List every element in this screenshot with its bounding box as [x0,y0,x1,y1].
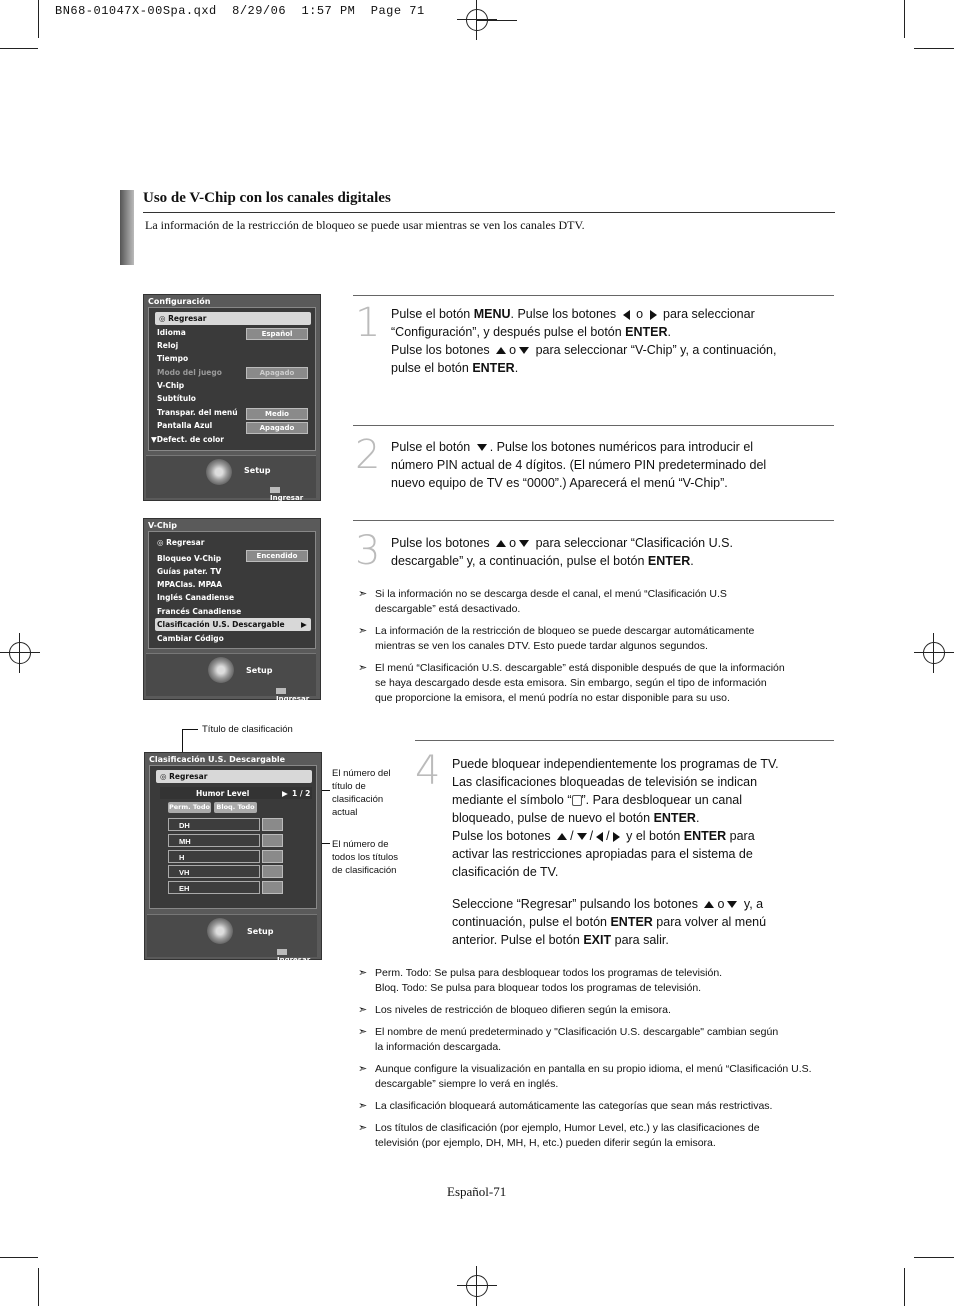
menu-item-modo-juego: Modo del juego [157,368,222,377]
menu-panel [148,531,316,649]
left-arrow-icon [596,832,603,842]
text: para seleccionar “Clasificación U.S. [535,536,733,550]
menu-item-pantalla-azul[interactable]: Pantalla Azul [157,421,213,430]
callout-titulo: Título de clasificación [202,724,293,735]
rating-lock-mh[interactable] [262,834,283,847]
text: . Pulse los botones [510,307,617,321]
step-line: descargable” y, a continuación, pulse el botón ENTER. [391,554,694,568]
note-arrow-icon: ➣ [358,625,368,637]
menu-item-label: Regresar [166,538,205,547]
step-line [452,913,832,931]
up-arrow-icon [704,901,714,908]
note-line: se haya descargado desde esta emisora. Sin embargo, según el tipo de información [375,677,767,689]
note-text [375,1062,833,1092]
rating-page: 1 / 2 [292,789,311,798]
down-arrow-icon [477,444,487,451]
step-line: bloqueado, pulse de nuevo el botón ENTER. [452,811,700,825]
text: bloqueado, pulse de nuevo el botón [452,811,654,825]
enter-hint: Ingresar [277,948,317,964]
section-bar [120,190,134,265]
enter-key: ENTER [625,325,668,339]
note-text [375,587,833,617]
menu-item-defect-color[interactable]: ▼Defect. de color [151,435,225,444]
note-arrow-icon: ➣ [358,967,368,979]
up-arrow-icon [557,833,567,840]
enter-key: ENTER [653,811,696,825]
text: “Configuración”, y después pulse el botón [391,325,626,339]
rating-row-vh[interactable]: VH [168,865,260,878]
up-arrow-icon [496,347,506,354]
down-arrow-icon [727,901,737,908]
callout-numero-todos [332,838,398,877]
registration-mark [457,1266,497,1306]
note-line: La información de la restricción de bloqueo se puede descargar automáticamente [375,625,755,637]
value-modo-juego: Apagado [246,367,308,379]
down-arrow-icon [519,540,529,547]
text: y el botón [626,829,684,843]
menu-footer [147,914,317,964]
note-line: La clasificación bloqueará automáticamente las categorías que sean más restrictivas. [375,1100,773,1112]
note-arrow-icon: ➣ [358,1100,368,1112]
menu-title: V-Chip [148,521,177,530]
note-arrow-icon: ➣ [358,1122,368,1134]
rating-row-mh[interactable]: MH [168,834,260,847]
rating-row-dh[interactable]: DH [168,818,260,831]
down-arrow-icon [577,833,587,840]
note-line: Los títulos de clasificación (por ejemplo, Humor Level, etc.) y las clasificaciones de [375,1122,760,1134]
text: para salir. [611,933,669,947]
note-item [358,624,833,654]
text: Pulse los botones [391,343,490,357]
value-transparencia: Medio [246,408,308,420]
step-rule [353,295,834,296]
note-line: El menú “Clasificación U.S. descargable” está disponible después de que la información [375,662,785,674]
note-arrow-icon: ➣ [358,1063,368,1075]
step-2-text [391,438,831,492]
enter-hint: Ingresar [270,486,316,502]
step-number: 3 [355,528,381,574]
back-icon: ◎ [160,772,170,781]
step-number: 2 [355,432,381,478]
menu-item-subtitulo[interactable]: Subtítulo [157,394,196,403]
menu-key: MENU [473,307,511,321]
back-icon: ◎ [159,314,169,323]
text: Seleccione “Regresar” pulsando los botones [452,897,698,911]
text: Pulse los botones [452,829,551,843]
page-number: Español-71 [447,1184,507,1199]
crop-mark [477,20,517,21]
note-item [358,1003,833,1018]
text: descargable” y, a continuación, pulse el botón [391,554,648,568]
right-arrow-icon [613,832,620,842]
text: pulse el botón [391,361,473,375]
text: o [636,307,644,321]
right-arrow-icon [650,310,657,320]
enter-key: ENTER [683,829,727,843]
note-item [358,1025,833,1055]
section-description: La información de la restricción de bloqueo se puede usar mientras se ven los canales DTV. [145,218,585,232]
note-text [375,1025,833,1055]
print-header: BN68-01047X-00Spa.qxd 8/29/06 1:57 PM Page 71 [55,4,425,18]
step-line: nuevo equipo de TV es “0000”.) Aparecerá el menú “V-Chip”. [391,476,728,490]
step-4-text [452,755,832,949]
callout-line-text: clasificación [332,794,384,805]
note-text [375,1003,833,1018]
crop-mark [38,0,39,38]
callout-numero-actual [332,767,391,819]
text: Pulse los botones [391,536,490,550]
step-line: Puede bloquear independientemente los programas de TV. [452,757,779,771]
menu-title: Configuración [148,297,211,306]
menu-item-cambiar-codigo[interactable]: Cambiar Código [157,634,224,643]
text: para [726,829,755,843]
callout-line-text: todos los títulos [332,852,399,863]
perm-todo-button[interactable]: Perm. Todo [168,803,211,811]
crop-mark [904,0,905,38]
step-line: “Configuración”, y después pulse el botón ENTER. [391,325,672,339]
setup-label: Setup [244,466,271,475]
step-line [452,791,832,809]
rating-lock-h[interactable] [262,850,283,863]
registration-mark [0,633,40,673]
note-arrow-icon: ➣ [358,588,368,600]
note-text [375,661,833,706]
step-line: pulse el botón ENTER. [391,361,519,375]
menu-configuracion [143,294,321,501]
menu-item-frances-canadiense[interactable]: Francés Canadiense [157,607,242,616]
menu-title: Clasificación U.S. Descargable [149,755,286,764]
callout-line-text: título de [332,781,366,792]
text: Pulse el botón [391,307,474,321]
menu-panel [148,307,316,451]
menu-item-label: Regresar [168,314,207,323]
step-line [391,341,831,359]
menu-item-regresar[interactable] [157,538,204,547]
text: o [717,897,725,911]
note-line: Si la información no se descarga desde el canal, el menú “Clasificación U.S [375,588,727,600]
note-item [358,1121,833,1151]
text: . Pulse los botones numéricos para introducir el [489,440,754,454]
crop-mark [914,48,954,49]
rating-lock-vh[interactable] [262,865,283,878]
note-text [375,966,833,996]
text: para volver al menú [652,915,767,929]
up-arrow-icon [496,540,506,547]
menu-item-clasificacion-descargable[interactable]: Clasificación U.S. Descargable [157,620,285,629]
menu-item-guias-tv[interactable]: Guías pater. TV [157,567,222,576]
down-arrow-icon [519,347,529,354]
step-number: 4 [415,748,441,794]
enter-hint: Ingresar [276,687,316,703]
note-line: El nombre de menú predeterminado y "Clasificación U.S. descargable" cambian según [375,1026,779,1038]
bloq-todo-button[interactable]: Bloq. Todo [214,802,257,813]
note-text [375,1099,833,1114]
note-item [358,1062,833,1092]
value-pantalla-azul: Apagado [246,422,308,434]
note-line: Bloq. Todo: Se pulsa para bloquear todos los programas de televisión. [375,982,702,994]
step-line: Las clasificaciones bloqueadas de televisión se indican [452,775,758,789]
menu-item-label: Regresar [169,772,208,781]
text: o [509,343,517,357]
step-line [391,305,831,323]
menu-item-tiempo[interactable]: Tiempo [157,354,189,363]
note-line: la información descargada. [375,1041,502,1053]
step-3-text [391,534,831,570]
callout-line-text: El número del [332,768,391,779]
callout-line-text: El número de [332,839,389,850]
gear-icon [206,459,232,485]
crop-mark [914,1257,954,1258]
text: ”. Para desbloquear un canal [581,793,743,807]
note-text [375,1121,833,1151]
gear-icon [208,657,234,683]
menu-item-reloj[interactable]: Reloj [157,341,179,350]
menu-item-transparencia[interactable]: Transpar. del menú [157,408,238,417]
registration-mark [914,633,954,673]
text: Pulse el botón [391,440,471,454]
exit-key: EXIT [583,933,612,947]
arrow-right-icon: ▶ [301,620,307,629]
menu-footer [146,455,316,502]
crop-mark [38,1268,39,1306]
enter-key: ENTER [610,915,653,929]
step-line: Pulse los botones / / / y el botón ENTER para [452,829,755,843]
note-item [358,661,833,706]
step-line [452,895,832,913]
callout-line-text: de clasificación [332,865,397,876]
menu-footer [146,653,316,703]
note-line: Los niveles de restricción de bloqueo difieren según la emisora. [375,1004,671,1016]
menu-item-bloqueo-vchip[interactable]: Bloqueo V-Chip [157,554,222,563]
note-line: descargable” está desactivado. [375,603,521,615]
menu-item-vchip[interactable]: V-Chip [157,381,185,390]
enter-key: ENTER [647,554,691,568]
menu-item-idioma[interactable]: Idioma [157,328,186,337]
step-number: 1 [355,300,381,346]
step-1-text [391,305,831,377]
step-line [391,534,831,552]
step-line [391,438,831,456]
note-line: mientras se ven los canales DTV. Esto puede tardar algunos segundos. [375,640,708,652]
gear-icon [207,918,233,944]
section-title: Uso de V-Chip con los canales digitales [143,190,391,206]
value-idioma: Español [246,328,308,340]
setup-label: Setup [247,927,274,936]
step-line: activar las restricciones apropiadas para el sistema de [452,847,753,861]
rating-row-eh[interactable]: EH [168,881,260,894]
menu-item-regresar[interactable] [159,314,206,323]
note-line: Aunque configure la visualización en pantalla en su propio idioma, el menú “Clasificación U.S. [375,1063,812,1075]
rating-row-h[interactable]: H [168,850,260,863]
note-item [358,587,833,617]
note-arrow-icon: ➣ [358,662,368,674]
text: anterior. Pulse el botón [452,933,584,947]
step-rule [353,520,834,521]
lock-icon [572,795,582,806]
note-line: descargable” siempre lo verá en inglés. [375,1078,559,1090]
step-line: clasificación de TV. [452,865,559,879]
text: para seleccionar “V-Chip” y, a continuación, [535,343,777,357]
rating-lock-dh[interactable] [262,818,283,831]
note-line: que proporcione la emisora, el menú podría no estar disponible para su uso. [375,692,730,704]
callout-line-text: actual [332,807,358,818]
value-bloqueo-vchip: Encendido [246,550,308,562]
step-rule [353,425,834,426]
step-rule [415,740,834,741]
menu-item-ingles-canadiense[interactable]: Inglés Canadiense [157,593,235,602]
crop-mark [0,1257,38,1258]
enter-key: ENTER [472,361,515,375]
text: para seleccionar [663,307,755,321]
text: continuación, pulse el botón [452,915,611,929]
menu-item-mpaa[interactable]: MPAClas. MPAA [157,580,223,589]
arrow-right-icon[interactable]: ▶ [282,789,288,798]
setup-label: Setup [246,666,273,675]
back-icon: ◎ [157,538,167,547]
callout-line [182,729,198,730]
text: y, a [743,897,764,911]
rating-title: Humor Level [196,789,250,798]
note-line: televisión (por ejemplo, DH, MH, H, etc.) pueden diferir según la emisora. [375,1137,716,1149]
menu-item-regresar[interactable] [160,772,207,781]
note-arrow-icon: ➣ [358,1026,368,1038]
note-arrow-icon: ➣ [358,1004,368,1016]
text: mediante el símbolo “ [452,793,572,807]
note-text [375,624,833,654]
crop-mark [0,48,38,49]
step-line: número PIN actual de 4 dígitos. (El número PIN predeterminado del [391,458,767,472]
note-line: Perm. Todo: Se pulsa para desbloquear todos los programas de televisión. [375,967,723,979]
note-item [358,1099,833,1114]
crop-mark [904,1268,905,1306]
section-rule [143,212,835,213]
rating-lock-eh[interactable] [262,881,283,894]
note-item [358,966,833,996]
text: o [509,536,517,550]
left-arrow-icon [623,310,630,320]
step-line [452,931,832,949]
menu-vchip [143,518,321,703]
